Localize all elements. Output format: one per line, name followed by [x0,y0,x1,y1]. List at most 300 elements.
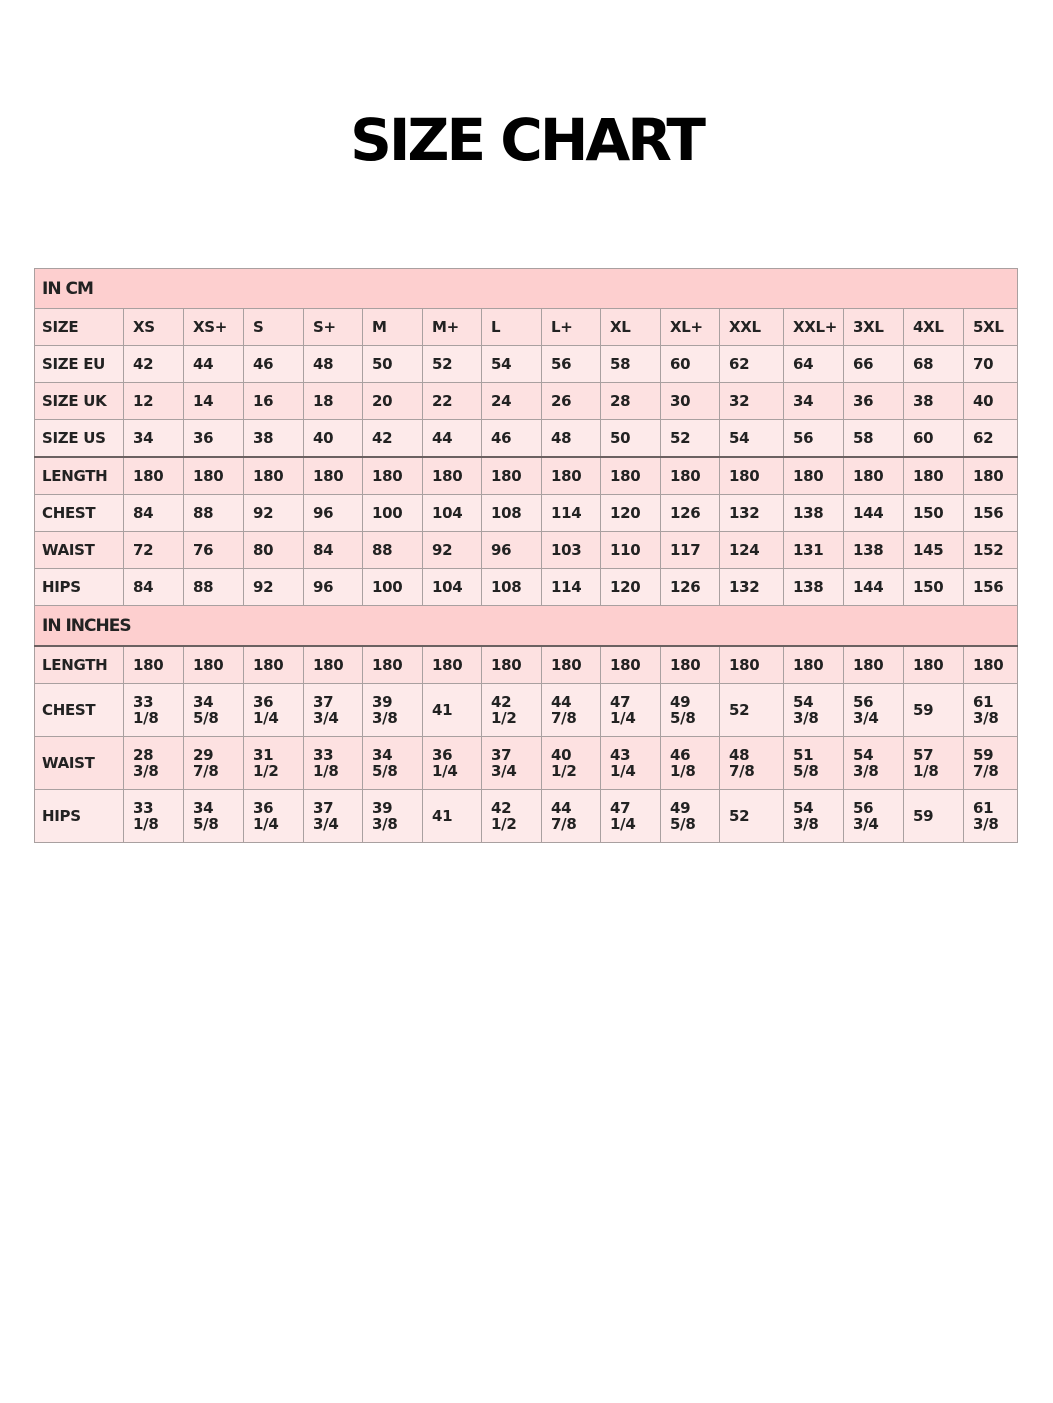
row-label: CHEST [35,495,124,532]
table-cell: 54 [720,420,784,458]
cell-value-part: 39 [372,799,393,817]
table-cell: 156 [964,569,1018,606]
inch-row-hips [35,790,1018,843]
cm-row-waist [35,532,1018,569]
row-label: LENGTH [35,457,124,495]
cell-value-part: 59 [913,701,934,719]
table-cell: 56 [784,420,844,458]
cell-value-part: 28 [133,746,154,764]
table-cell [601,646,661,684]
row-label: SIZE EU [35,346,124,383]
size-header-cell: 3XL [844,309,904,346]
cell-value-part: 7/8 [973,762,999,780]
table-cell [124,684,184,737]
cell-value-part: 180 [133,656,164,674]
cell-value-part: 3/4 [491,762,517,780]
table-cell [244,646,304,684]
table-cell: 44 [423,420,482,458]
cell-value-part: 5/8 [670,815,696,833]
table-cell: 46 [244,346,304,383]
cell-value-part: 180 [793,656,824,674]
cm-row-hips [35,569,1018,606]
table-cell: 84 [124,569,184,606]
table-cell: 126 [661,569,720,606]
cell-value-part: 33 [133,693,154,711]
table-cell: 44 [184,346,244,383]
cell-value-part: 41 [432,701,453,719]
cell-value-part: 56 [853,799,874,817]
cell-value-part: 3/8 [973,815,999,833]
table-cell: 68 [904,346,964,383]
table-cell [423,646,482,684]
table-cell: 30 [661,383,720,420]
table-cell: 108 [482,569,542,606]
table-cell: 46 [482,420,542,458]
table-cell: 40 [304,420,363,458]
table-cell [720,684,784,737]
cell-value-part: 31 [253,746,274,764]
cell-value-part: 29 [193,746,214,764]
table-cell: 104 [423,569,482,606]
table-cell: 138 [844,532,904,569]
table-cell: 64 [784,346,844,383]
table-cell: 52 [423,346,482,383]
table-cell [244,737,304,790]
table-cell: 48 [304,346,363,383]
table-cell: 180 [784,457,844,495]
table-cell: 26 [542,383,601,420]
table-cell: 72 [124,532,184,569]
table-cell: 24 [482,383,542,420]
cell-value-part: 49 [670,693,691,711]
cell-value-part: 61 [973,799,994,817]
cell-value-part: 180 [372,656,403,674]
cell-value-part: 36 [432,746,453,764]
table-cell [423,684,482,737]
size-header-cell: L [482,309,542,346]
cell-value-part: 34 [193,693,214,711]
table-cell [720,790,784,843]
table-cell: 62 [964,420,1018,458]
table-cell: 58 [844,420,904,458]
cell-value-part: 180 [610,656,641,674]
cell-value-part: 3/4 [853,709,879,727]
size-table [34,268,1018,843]
table-cell: 34 [784,383,844,420]
table-cell: 138 [784,569,844,606]
table-cell: 108 [482,495,542,532]
cell-value-part: 52 [729,701,750,719]
cm-row-length [35,457,1018,495]
cell-value-part: 1/4 [253,709,279,727]
cell-value-part: 36 [253,693,274,711]
cell-value-part: 48 [729,746,750,764]
row-label: LENGTH [35,646,124,684]
table-cell: 60 [661,346,720,383]
table-cell [844,790,904,843]
cell-value-part: 1/4 [610,709,636,727]
table-cell [304,737,363,790]
table-cell: 28 [601,383,661,420]
cell-value-part: 5/8 [670,709,696,727]
page-title: SIZE CHART [350,106,703,174]
table-cell [844,684,904,737]
size-table-body [35,269,1018,843]
table-cell [904,646,964,684]
size-header-cell: XXL [720,309,784,346]
cell-value-part: 1/4 [610,815,636,833]
table-cell [124,790,184,843]
table-cell [661,646,720,684]
cell-value-part: 37 [491,746,512,764]
cell-value-part: 3/8 [973,709,999,727]
section-row-inches [35,606,1018,647]
size-header-cell: S+ [304,309,363,346]
table-cell [542,684,601,737]
cell-value-part: 5/8 [193,815,219,833]
table-cell: 180 [964,457,1018,495]
cell-value-part: 54 [853,746,874,764]
cell-value-part: 3/8 [372,709,398,727]
cell-value-part: 3/4 [313,709,339,727]
table-cell: 36 [844,383,904,420]
section-row-cm [35,269,1018,309]
cell-value-part: 1/4 [253,815,279,833]
table-cell [423,790,482,843]
table-cell [661,790,720,843]
table-cell: 120 [601,495,661,532]
table-cell [720,646,784,684]
table-cell [542,737,601,790]
cell-value-part: 180 [853,656,884,674]
cell-value-part: 1/2 [491,815,517,833]
table-cell: 96 [304,495,363,532]
size-header-cell: M+ [423,309,482,346]
row-label: HIPS [35,569,124,606]
cell-value-part: 1/2 [253,762,279,780]
table-cell: 180 [661,457,720,495]
cell-value-part: 42 [491,799,512,817]
cell-value-part: 3/8 [372,815,398,833]
cell-value-part: 5/8 [193,709,219,727]
table-cell: 180 [844,457,904,495]
table-cell: 180 [720,457,784,495]
cell-value-part: 5/8 [793,762,819,780]
cell-value-part: 1/8 [670,762,696,780]
table-cell: 92 [244,569,304,606]
table-cell: 180 [124,457,184,495]
table-cell: 12 [124,383,184,420]
cell-value-part: 7/8 [551,815,577,833]
cell-value-part: 180 [253,656,284,674]
table-cell: 180 [542,457,601,495]
cell-value-part: 180 [913,656,944,674]
table-cell: 180 [482,457,542,495]
table-cell: 104 [423,495,482,532]
size-header-cell: XS+ [184,309,244,346]
table-cell [784,684,844,737]
cell-value-part: 7/8 [193,762,219,780]
table-cell [124,646,184,684]
table-cell [304,646,363,684]
table-cell: 42 [363,420,423,458]
table-cell [720,737,784,790]
table-cell: 180 [904,457,964,495]
table-cell: 152 [964,532,1018,569]
table-cell: 50 [601,420,661,458]
cell-value-part: 3/4 [313,815,339,833]
table-cell: 117 [661,532,720,569]
size-header-cell: S [244,309,304,346]
table-cell: 180 [304,457,363,495]
cell-value-part: 3/8 [793,815,819,833]
table-cell: 180 [363,457,423,495]
table-cell: 84 [124,495,184,532]
table-cell [784,790,844,843]
cell-value-part: 7/8 [551,709,577,727]
cell-value-part: 46 [670,746,691,764]
table-cell: 96 [304,569,363,606]
cell-value-part: 180 [193,656,224,674]
table-cell: 120 [601,569,661,606]
cell-value-part: 57 [913,746,934,764]
inch-row-chest [35,684,1018,737]
cell-value-part: 52 [729,807,750,825]
table-cell [363,684,423,737]
table-cell [542,646,601,684]
cell-value-part: 3/8 [793,709,819,727]
cell-value-part: 34 [372,746,393,764]
row-label: SIZE UK [35,383,124,420]
table-cell: 180 [244,457,304,495]
cell-value-part: 1/2 [491,709,517,727]
table-cell: 114 [542,569,601,606]
cell-value-part: 43 [610,746,631,764]
cell-value-part: 59 [913,807,934,825]
table-cell: 38 [904,383,964,420]
table-cell: 96 [482,532,542,569]
cell-value-part: 36 [253,799,274,817]
table-cell [482,737,542,790]
table-cell: 50 [363,346,423,383]
cell-value-part: 1/8 [133,709,159,727]
cell-value-part: 42 [491,693,512,711]
cell-value-part: 54 [793,799,814,817]
section-header-cm: IN CM [35,269,1018,309]
table-cell [784,646,844,684]
cell-value-part: 180 [551,656,582,674]
cell-value-part: 47 [610,799,631,817]
table-cell [244,684,304,737]
table-cell: 156 [964,495,1018,532]
row-label: WAIST [35,532,124,569]
cell-value-part: 41 [432,807,453,825]
row-label: HIPS [35,790,124,843]
table-cell [844,646,904,684]
table-cell: 40 [964,383,1018,420]
table-cell [661,737,720,790]
cell-value-part: 180 [973,656,1004,674]
cell-value-part: 180 [491,656,522,674]
table-cell [904,737,964,790]
table-cell [661,684,720,737]
cell-value-part: 180 [313,656,344,674]
cm-row-size-eu [35,346,1018,383]
size-header-cell: 4XL [904,309,964,346]
table-cell: 150 [904,569,964,606]
cell-value-part: 1/4 [432,762,458,780]
table-cell: 54 [482,346,542,383]
table-cell [482,790,542,843]
table-cell: 84 [304,532,363,569]
row-label: SIZE US [35,420,124,458]
table-cell [482,684,542,737]
cell-value-part: 1/8 [313,762,339,780]
cell-value-part: 39 [372,693,393,711]
table-cell [844,737,904,790]
table-cell: 114 [542,495,601,532]
table-cell [482,646,542,684]
table-cell: 88 [184,569,244,606]
table-cell [784,737,844,790]
cell-value-part: 44 [551,693,572,711]
inch-row-length [35,646,1018,684]
cell-value-part: 51 [793,746,814,764]
cell-value-part: 56 [853,693,874,711]
table-cell [964,684,1018,737]
table-cell: 18 [304,383,363,420]
cell-value-part: 1/4 [610,762,636,780]
table-cell: 100 [363,569,423,606]
table-cell: 70 [964,346,1018,383]
table-cell [124,737,184,790]
cell-value-part: 3/4 [853,815,879,833]
table-cell [964,646,1018,684]
table-cell: 131 [784,532,844,569]
size-header-cell: XXL+ [784,309,844,346]
table-cell [244,790,304,843]
table-cell: 52 [661,420,720,458]
table-cell [601,737,661,790]
size-header-cell: L+ [542,309,601,346]
size-header-label: SIZE [35,309,124,346]
table-cell [184,646,244,684]
table-cell: 32 [720,383,784,420]
table-cell [184,684,244,737]
table-cell: 92 [244,495,304,532]
table-cell [184,790,244,843]
table-cell: 56 [542,346,601,383]
table-cell: 38 [244,420,304,458]
size-header-cell: M [363,309,423,346]
cell-value-part: 44 [551,799,572,817]
table-cell [304,790,363,843]
cm-row-size-us [35,420,1018,458]
cell-value-part: 180 [670,656,701,674]
table-cell: 42 [124,346,184,383]
cell-value-part: 3/8 [853,762,879,780]
table-cell: 34 [124,420,184,458]
cell-value-part: 3/8 [133,762,159,780]
cell-value-part: 61 [973,693,994,711]
cell-value-part: 1/8 [133,815,159,833]
table-cell: 180 [601,457,661,495]
table-cell: 60 [904,420,964,458]
cell-value-part: 7/8 [729,762,755,780]
table-cell [601,790,661,843]
cell-value-part: 5/8 [372,762,398,780]
table-cell: 58 [601,346,661,383]
table-cell [904,790,964,843]
table-cell: 100 [363,495,423,532]
table-cell: 124 [720,532,784,569]
cell-value-part: 49 [670,799,691,817]
table-cell: 88 [363,532,423,569]
table-cell: 138 [784,495,844,532]
cell-value-part: 40 [551,746,572,764]
cell-value-part: 1/8 [913,762,939,780]
cell-value-part: 33 [133,799,154,817]
size-header-cell: XS [124,309,184,346]
table-cell: 144 [844,495,904,532]
table-cell: 22 [423,383,482,420]
cell-value-part: 1/2 [551,762,577,780]
cell-value-part: 47 [610,693,631,711]
table-cell: 14 [184,383,244,420]
table-cell: 80 [244,532,304,569]
cm-row-size-uk [35,383,1018,420]
table-cell: 66 [844,346,904,383]
cell-value-part: 54 [793,693,814,711]
table-cell [363,790,423,843]
table-cell: 132 [720,569,784,606]
cm-row-chest [35,495,1018,532]
table-cell: 144 [844,569,904,606]
table-cell [184,737,244,790]
table-cell: 20 [363,383,423,420]
table-cell: 36 [184,420,244,458]
table-cell [363,737,423,790]
table-cell [601,684,661,737]
cell-value-part: 59 [973,746,994,764]
section-header-inches: IN INCHES [35,606,1018,647]
inch-row-waist [35,737,1018,790]
table-cell: 16 [244,383,304,420]
row-label: CHEST [35,684,124,737]
table-cell: 132 [720,495,784,532]
table-cell [423,737,482,790]
table-cell: 126 [661,495,720,532]
table-cell: 110 [601,532,661,569]
table-cell: 92 [423,532,482,569]
table-cell: 103 [542,532,601,569]
table-cell [542,790,601,843]
row-label: WAIST [35,737,124,790]
table-cell [304,684,363,737]
cell-value-part: 33 [313,746,334,764]
size-header-cell: 5XL [964,309,1018,346]
table-cell: 180 [423,457,482,495]
table-cell: 76 [184,532,244,569]
cell-value-part: 37 [313,799,334,817]
cell-value-part: 180 [729,656,760,674]
size-header-cell: XL [601,309,661,346]
table-cell: 48 [542,420,601,458]
table-cell: 150 [904,495,964,532]
table-cell [904,684,964,737]
size-header-row [35,309,1018,346]
table-cell: 145 [904,532,964,569]
